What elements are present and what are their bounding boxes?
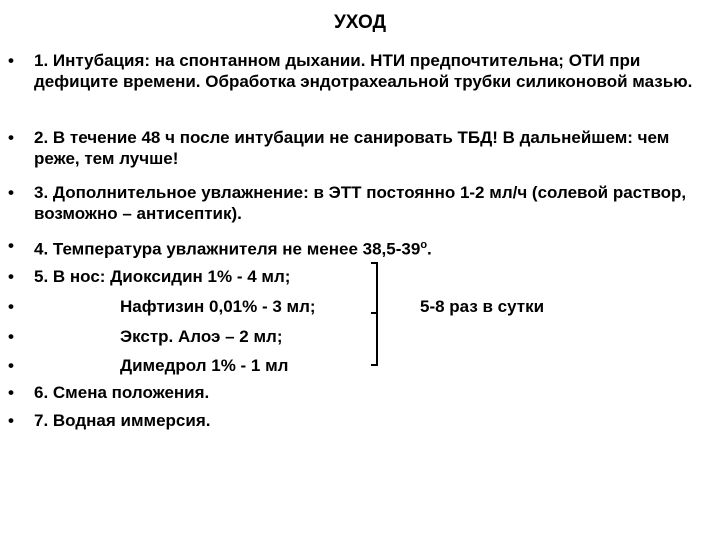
list-item — [8, 50, 714, 92]
item-text: 6. Смена положения. — [34, 383, 210, 402]
bullet-dot: • — [8, 327, 14, 346]
list-item — [8, 182, 714, 224]
list-item — [8, 326, 714, 347]
bullet-dot: • — [8, 356, 14, 375]
item-text-end: . — [427, 239, 432, 259]
item-text: 1. Интубация: на спонтанном дыхании. НТИ предпочтительна; ОТИ при дефиците времени. Обработка эндотрахеальной трубки силиконовой мазью. — [34, 51, 693, 91]
item-text: 3. Дополнительное увлажнение: в ЭТТ постоянно 1-2 мл/ч (солевой раствор, возможно – антисептик). — [34, 183, 687, 223]
drug-line: Экстр. Алоэ – 2 мл; — [120, 327, 283, 346]
item-text: 7. Водная иммерсия. — [34, 411, 211, 430]
item-text: 5. В нос: Диоксидин 1% - 4 мл; — [34, 267, 291, 286]
bullet-dot: • — [8, 297, 14, 316]
item-text: 2. В течение 48 ч после интубации не санировать ТБД! В дальнейшем: чем реже, тем лучше! — [34, 128, 670, 168]
bullet-dot: • — [8, 183, 14, 202]
bullet-dot: • — [8, 236, 14, 255]
frequency-note: 5-8 раз в сутки — [420, 297, 545, 316]
degree-superscript: о — [420, 239, 428, 251]
list-item — [8, 296, 714, 317]
drug-line: Димедрол 1% - 1 мл — [120, 356, 289, 375]
list-item — [8, 235, 714, 260]
item-text — [34, 235, 714, 260]
bracket-tick — [371, 312, 376, 314]
bullet-dot: • — [8, 51, 14, 70]
slide-title: УХОД — [333, 12, 387, 33]
list-item — [8, 127, 714, 169]
item-text-main: 4. Температура увлажнителя не менее 38,5-39 — [34, 239, 421, 259]
bullet-dot: • — [8, 128, 14, 147]
list-item — [8, 410, 714, 431]
drug-line: Нафтизин 0,01% - 3 мл; — [120, 297, 316, 316]
grouping-bracket — [371, 262, 378, 366]
list-item — [8, 266, 714, 287]
list-item — [8, 355, 714, 376]
bullet-dot: • — [8, 411, 14, 430]
bullet-dot: • — [8, 383, 14, 402]
bullet-dot: • — [8, 267, 14, 286]
list-item — [8, 382, 714, 403]
